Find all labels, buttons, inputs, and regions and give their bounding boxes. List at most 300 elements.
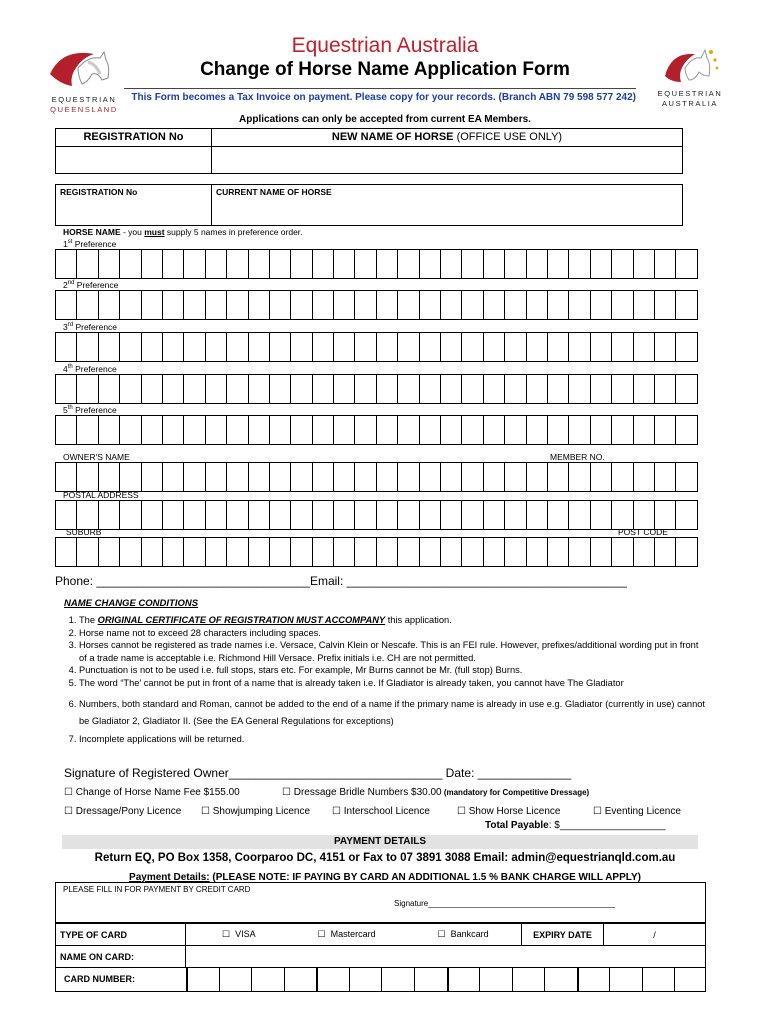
character-cell[interactable] (526, 375, 547, 404)
character-cell[interactable] (462, 463, 483, 492)
character-cell[interactable] (547, 501, 568, 530)
character-cell[interactable] (205, 250, 226, 279)
character-cell[interactable] (120, 250, 141, 279)
show-horse-licence-option[interactable] (457, 806, 560, 817)
character-cell[interactable] (612, 416, 633, 445)
character-cell[interactable] (162, 250, 183, 279)
character-cell[interactable] (227, 538, 248, 567)
character-cell[interactable] (654, 375, 675, 404)
expiry-date-field[interactable] (604, 924, 706, 946)
character-cell[interactable] (547, 333, 568, 362)
character-cell[interactable] (98, 416, 119, 445)
character-cell[interactable] (612, 250, 633, 279)
character-cell[interactable] (612, 463, 633, 492)
character-cell[interactable] (505, 250, 526, 279)
character-cell[interactable] (334, 501, 355, 530)
character-cell[interactable] (654, 250, 675, 279)
character-cell[interactable] (120, 538, 141, 567)
character-cell[interactable] (98, 538, 119, 567)
interschool-licence-option[interactable] (332, 806, 430, 817)
character-cell[interactable] (312, 416, 333, 445)
mastercard-option[interactable] (296, 924, 414, 946)
character-cell[interactable] (569, 416, 590, 445)
character-cell[interactable] (355, 250, 376, 279)
character-cell[interactable] (334, 291, 355, 320)
card-number-cell[interactable] (577, 968, 610, 991)
character-cell[interactable] (590, 250, 611, 279)
character-cell[interactable] (590, 463, 611, 492)
checkbox-icon[interactable]: ☐ (437, 929, 446, 939)
character-cell[interactable] (569, 250, 590, 279)
character-cell[interactable] (291, 463, 312, 492)
change-fee-option[interactable] (64, 787, 240, 798)
character-cell[interactable] (676, 501, 697, 530)
checkbox-icon[interactable]: ☐ (593, 806, 602, 817)
character-cell[interactable] (633, 250, 654, 279)
character-cell[interactable] (612, 291, 633, 320)
character-cell[interactable] (569, 463, 590, 492)
character-cell[interactable] (56, 250, 77, 279)
character-cell[interactable] (98, 501, 119, 530)
character-cell[interactable] (441, 291, 462, 320)
character-cell[interactable] (419, 250, 440, 279)
card-number-cell[interactable] (479, 968, 512, 991)
character-cell[interactable] (676, 291, 697, 320)
expiry-slash: / (653, 929, 656, 940)
character-cell[interactable] (505, 291, 526, 320)
card-number-cell[interactable] (447, 968, 480, 991)
card-number-cell[interactable] (512, 968, 545, 991)
character-cell[interactable] (505, 501, 526, 530)
character-cell[interactable] (654, 501, 675, 530)
character-cell[interactable] (483, 463, 504, 492)
character-cell[interactable] (590, 501, 611, 530)
character-cell[interactable] (633, 501, 654, 530)
character-cell[interactable] (441, 250, 462, 279)
character-cell[interactable] (612, 333, 633, 362)
character-cell[interactable] (398, 333, 419, 362)
character-cell[interactable] (248, 416, 269, 445)
character-cell[interactable] (633, 463, 654, 492)
eventing-licence-option[interactable] (593, 806, 681, 817)
character-cell[interactable] (334, 463, 355, 492)
character-cell[interactable] (355, 416, 376, 445)
character-cell[interactable] (483, 291, 504, 320)
character-cell[interactable] (462, 291, 483, 320)
character-cell[interactable] (483, 333, 504, 362)
character-cell[interactable] (141, 333, 162, 362)
horse-name-instruction (63, 227, 303, 237)
character-cell[interactable] (462, 250, 483, 279)
character-cell[interactable] (483, 250, 504, 279)
card-number-cell[interactable] (284, 968, 317, 991)
owners-name-grid (55, 462, 698, 492)
character-cell[interactable] (505, 375, 526, 404)
character-cell[interactable] (376, 333, 397, 362)
character-cell[interactable] (355, 501, 376, 530)
character-cell[interactable] (77, 250, 98, 279)
character-cell[interactable] (376, 501, 397, 530)
character-cell[interactable] (526, 291, 547, 320)
character-cell[interactable] (569, 501, 590, 530)
character-cell[interactable] (654, 291, 675, 320)
character-cell[interactable] (56, 375, 77, 404)
character-cell[interactable] (269, 416, 290, 445)
email-field[interactable]: __________________________________________ (346, 574, 627, 588)
phone-field[interactable]: ________________________________ (96, 574, 310, 588)
bridle-option[interactable] (282, 787, 589, 798)
character-cell[interactable] (162, 291, 183, 320)
character-cell[interactable] (312, 501, 333, 530)
character-cell[interactable] (483, 416, 504, 445)
card-number-cell[interactable] (186, 968, 219, 991)
pref-num: 5 (63, 405, 68, 415)
character-cell[interactable] (269, 538, 290, 567)
character-cell[interactable] (547, 250, 568, 279)
character-cell[interactable] (334, 416, 355, 445)
character-cell[interactable] (184, 538, 205, 567)
character-cell[interactable] (419, 375, 440, 404)
character-cell[interactable] (676, 538, 697, 567)
character-cell[interactable] (376, 375, 397, 404)
character-cell[interactable] (590, 375, 611, 404)
character-cell[interactable] (376, 291, 397, 320)
character-cell[interactable] (205, 538, 226, 567)
character-cell[interactable] (98, 333, 119, 362)
character-cell[interactable] (398, 463, 419, 492)
card-number-cell[interactable] (381, 968, 414, 991)
character-cell[interactable] (77, 463, 98, 492)
character-cell[interactable] (505, 416, 526, 445)
character-cell[interactable] (376, 416, 397, 445)
character-cell[interactable] (526, 501, 547, 530)
character-cell[interactable] (120, 333, 141, 362)
character-cell[interactable] (376, 250, 397, 279)
character-cell[interactable] (526, 463, 547, 492)
current-registration-field[interactable] (56, 185, 212, 226)
character-cell[interactable] (269, 291, 290, 320)
character-cell[interactable] (227, 375, 248, 404)
showjumping-licence-option[interactable] (201, 806, 310, 817)
character-cell[interactable] (376, 463, 397, 492)
character-cell[interactable] (334, 333, 355, 362)
character-cell[interactable] (205, 375, 226, 404)
character-cell[interactable] (547, 375, 568, 404)
character-cell[interactable] (312, 291, 333, 320)
checkbox-icon[interactable]: ☐ (457, 806, 466, 817)
character-cell[interactable] (633, 416, 654, 445)
card-number-cell[interactable] (674, 968, 707, 991)
character-cell[interactable] (162, 463, 183, 492)
character-cell[interactable] (227, 250, 248, 279)
character-cell[interactable] (77, 416, 98, 445)
character-cell[interactable] (569, 333, 590, 362)
character-cell[interactable] (526, 250, 547, 279)
new-name-field[interactable] (212, 147, 683, 174)
character-cell[interactable] (269, 333, 290, 362)
character-cell[interactable] (462, 501, 483, 530)
character-cell[interactable] (441, 416, 462, 445)
character-cell[interactable] (184, 250, 205, 279)
character-cell[interactable] (441, 538, 462, 567)
character-cell[interactable] (291, 538, 312, 567)
character-cell[interactable] (547, 463, 568, 492)
character-cell[interactable] (441, 501, 462, 530)
character-cell[interactable] (162, 375, 183, 404)
character-cell[interactable] (633, 375, 654, 404)
checkbox-icon[interactable]: ☐ (64, 806, 73, 817)
character-cell[interactable] (184, 333, 205, 362)
character-cell[interactable] (526, 538, 547, 567)
character-cell[interactable] (526, 416, 547, 445)
card-number-cell[interactable] (349, 968, 382, 991)
expiry-date-label: EXPIRY DATE (522, 924, 604, 946)
character-cell[interactable] (291, 333, 312, 362)
character-cell[interactable] (334, 375, 355, 404)
character-cell[interactable] (590, 333, 611, 362)
checkbox-icon[interactable]: ☐ (282, 787, 291, 798)
character-cell[interactable] (56, 291, 77, 320)
character-cell[interactable] (227, 333, 248, 362)
card-number-cell[interactable] (316, 968, 349, 991)
character-cell[interactable] (462, 333, 483, 362)
date-field[interactable]: ______________ (477, 766, 572, 780)
checkbox-icon[interactable]: ☐ (222, 929, 231, 939)
pref-text: Preference (72, 364, 117, 374)
character-cell[interactable] (590, 291, 611, 320)
character-cell[interactable] (654, 538, 675, 567)
card-number-cell[interactable] (544, 968, 577, 991)
character-cell[interactable] (184, 463, 205, 492)
character-cell[interactable] (676, 333, 697, 362)
character-cell[interactable] (419, 416, 440, 445)
character-cell[interactable] (56, 501, 77, 530)
character-cell[interactable] (547, 538, 568, 567)
character-cell[interactable] (419, 538, 440, 567)
character-cell[interactable] (569, 375, 590, 404)
character-cell[interactable] (612, 375, 633, 404)
condition-4: 4. Punctuation is not to be used i.e. full stops, stars etc. For example, Mr Burns cannot be Mr. (full stop) Burns. (79, 664, 705, 677)
logo-text-equestrian: EQUESTRIAN (51, 95, 117, 104)
character-cell[interactable] (462, 538, 483, 567)
checkbox-icon[interactable]: ☐ (317, 929, 326, 939)
character-cell[interactable] (633, 333, 654, 362)
character-cell[interactable] (248, 501, 269, 530)
character-cell[interactable] (398, 501, 419, 530)
condition-6: 6. Numbers, both standard and Roman, cannot be added to the end of a name if the primary name is already in use e.g. Gladiator (currently in use) cannot be Gladiator 2, Gladiator II. (See the EA General Regulations for exceptions) (79, 696, 705, 730)
character-cell[interactable] (505, 538, 526, 567)
character-cell[interactable] (355, 333, 376, 362)
character-cell[interactable] (676, 416, 697, 445)
character-cell[interactable] (419, 333, 440, 362)
character-cell[interactable] (291, 250, 312, 279)
character-cell[interactable] (547, 416, 568, 445)
dressage-licence-option[interactable] (64, 806, 181, 817)
visa-option[interactable] (186, 924, 296, 946)
character-cell[interactable] (462, 375, 483, 404)
character-cell[interactable] (312, 333, 333, 362)
character-cell[interactable] (441, 463, 462, 492)
character-cell[interactable] (291, 291, 312, 320)
character-cell[interactable] (612, 501, 633, 530)
character-cell[interactable] (312, 250, 333, 279)
character-cell[interactable] (120, 291, 141, 320)
character-cell[interactable] (120, 501, 141, 530)
character-cell[interactable] (334, 538, 355, 567)
character-cell[interactable] (141, 250, 162, 279)
card-number-cell[interactable] (414, 968, 447, 991)
character-cell[interactable] (398, 250, 419, 279)
character-cell[interactable] (312, 375, 333, 404)
character-cell[interactable] (291, 416, 312, 445)
character-cell[interactable] (547, 291, 568, 320)
pref-num: 2 (63, 280, 68, 290)
character-cell[interactable] (462, 416, 483, 445)
character-cell[interactable] (77, 375, 98, 404)
character-cell[interactable] (120, 375, 141, 404)
character-cell[interactable] (98, 291, 119, 320)
checkbox-icon[interactable]: ☐ (332, 806, 341, 817)
character-cell[interactable] (355, 375, 376, 404)
character-cell[interactable] (120, 463, 141, 492)
character-cell[interactable] (355, 463, 376, 492)
character-cell[interactable] (633, 291, 654, 320)
character-cell[interactable] (120, 416, 141, 445)
character-cell[interactable] (398, 375, 419, 404)
character-cell[interactable] (205, 333, 226, 362)
name-on-card-field[interactable] (186, 946, 706, 968)
character-cell[interactable] (291, 375, 312, 404)
character-cell[interactable] (227, 291, 248, 320)
character-cell[interactable] (184, 501, 205, 530)
character-cell[interactable] (398, 538, 419, 567)
character-cell[interactable] (419, 291, 440, 320)
character-cell[interactable] (205, 501, 226, 530)
character-cell[interactable] (419, 463, 440, 492)
character-cell[interactable] (483, 501, 504, 530)
character-cell[interactable] (98, 375, 119, 404)
character-cell[interactable] (569, 291, 590, 320)
character-cell[interactable] (162, 501, 183, 530)
character-cell[interactable] (312, 538, 333, 567)
character-cell[interactable] (141, 375, 162, 404)
character-cell[interactable] (77, 538, 98, 567)
card-number-cell[interactable] (609, 968, 642, 991)
character-cell[interactable] (376, 538, 397, 567)
character-cell[interactable] (398, 416, 419, 445)
character-cell[interactable] (141, 501, 162, 530)
character-cell[interactable] (269, 375, 290, 404)
character-cell[interactable] (162, 416, 183, 445)
character-cell[interactable] (162, 333, 183, 362)
checkbox-icon[interactable]: ☐ (201, 806, 210, 817)
total-payable-field[interactable]: : $___________________ (548, 820, 666, 831)
character-cell[interactable] (269, 250, 290, 279)
character-cell[interactable] (141, 291, 162, 320)
character-cell[interactable] (398, 291, 419, 320)
character-cell[interactable] (441, 375, 462, 404)
character-cell[interactable] (162, 538, 183, 567)
character-cell[interactable] (184, 375, 205, 404)
character-cell[interactable] (654, 463, 675, 492)
character-cell[interactable] (77, 333, 98, 362)
character-cell[interactable] (526, 333, 547, 362)
character-cell[interactable] (248, 538, 269, 567)
character-cell[interactable] (441, 333, 462, 362)
character-cell[interactable] (141, 416, 162, 445)
character-cell[interactable] (291, 501, 312, 530)
character-cell[interactable] (248, 250, 269, 279)
character-cell[interactable] (227, 416, 248, 445)
character-cell[interactable] (676, 375, 697, 404)
office-use-table (55, 128, 683, 174)
character-cell[interactable] (654, 333, 675, 362)
character-cell[interactable] (248, 291, 269, 320)
current-name-field[interactable] (212, 185, 683, 226)
bankcard-option[interactable] (414, 924, 522, 946)
character-cell[interactable] (98, 250, 119, 279)
character-cell[interactable] (355, 291, 376, 320)
character-cell[interactable] (633, 538, 654, 567)
character-cell[interactable] (77, 501, 98, 530)
card-number-cell[interactable] (642, 968, 675, 991)
character-cell[interactable] (483, 375, 504, 404)
character-cell[interactable] (227, 501, 248, 530)
character-cell[interactable] (141, 538, 162, 567)
character-cell[interactable] (248, 463, 269, 492)
character-cell[interactable] (227, 463, 248, 492)
signature-field[interactable]: ________________________________ (228, 766, 443, 780)
character-cell[interactable] (269, 463, 290, 492)
character-cell[interactable] (483, 538, 504, 567)
character-cell[interactable] (56, 538, 77, 567)
pref-sup: th (67, 405, 73, 412)
character-cell[interactable] (248, 375, 269, 404)
character-cell[interactable] (141, 463, 162, 492)
character-cell[interactable] (184, 291, 205, 320)
character-cell[interactable] (505, 333, 526, 362)
registration-no-field[interactable] (56, 147, 212, 174)
character-cell[interactable] (590, 416, 611, 445)
character-cell[interactable] (205, 416, 226, 445)
card-number-cell[interactable] (219, 968, 252, 991)
character-cell[interactable] (612, 538, 633, 567)
character-cell[interactable] (355, 538, 376, 567)
character-cell[interactable] (56, 333, 77, 362)
card-number-cell[interactable] (251, 968, 284, 991)
character-cell[interactable] (654, 416, 675, 445)
card-signature-field[interactable]: __________________________________________ (428, 899, 616, 908)
character-cell[interactable] (205, 291, 226, 320)
character-cell[interactable] (184, 416, 205, 445)
character-cell[interactable] (334, 250, 355, 279)
character-cell[interactable] (56, 463, 77, 492)
character-cell[interactable] (269, 501, 290, 530)
character-cell[interactable] (569, 538, 590, 567)
character-cell[interactable] (676, 250, 697, 279)
character-cell[interactable] (590, 538, 611, 567)
checkbox-icon[interactable]: ☐ (64, 787, 73, 798)
character-cell[interactable] (676, 463, 697, 492)
character-cell[interactable] (419, 501, 440, 530)
character-cell[interactable] (248, 333, 269, 362)
character-cell[interactable] (56, 416, 77, 445)
character-cell[interactable] (77, 291, 98, 320)
character-cell[interactable] (312, 463, 333, 492)
character-cell[interactable] (98, 463, 119, 492)
character-cell[interactable] (205, 463, 226, 492)
character-cell[interactable] (505, 463, 526, 492)
